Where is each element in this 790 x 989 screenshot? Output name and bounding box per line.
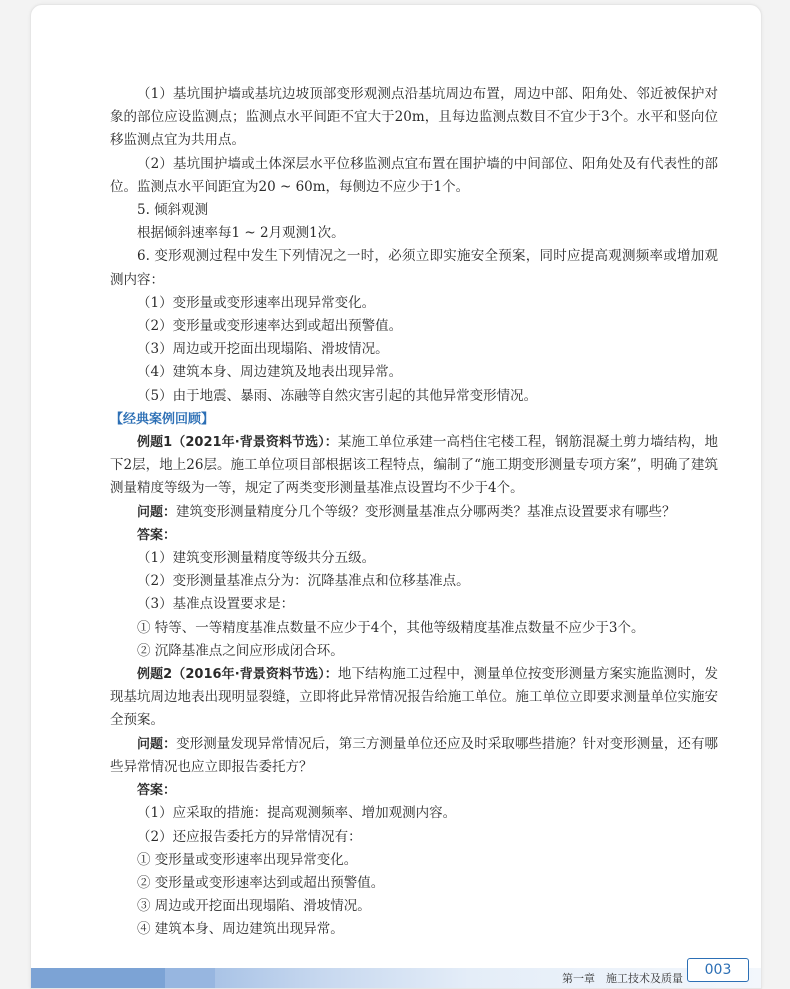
example1-label: 例题1（2021年·背景资料节选）： [137, 435, 338, 451]
section-heading: 5. 倾斜观测 [137, 202, 209, 219]
answer-item: ③ 周边或开挖面出现塌陷、滑坡情况。 [137, 898, 371, 915]
list-item: （1）变形量或变形速率出现异常变化。 [137, 294, 376, 311]
example1-answer-heading [110, 524, 718, 547]
document-page [30, 4, 762, 989]
question-label: 问题： [137, 736, 177, 752]
question-label: 问题： [137, 504, 177, 520]
answer-item: ② 变形量或变形速率达到或超出预警值。 [137, 874, 385, 891]
example2-text: 地下结构施工过程中，测量单位按变形测量方案实施监测时，发现基坑周边地表出现明显裂缝，立即将此异常情况报告给施工单位。施工单位立即要求测量单位实施安全预案。 [110, 666, 718, 729]
answer-item: （2）变形测量基准点分为：沉降基准点和位移基准点。 [137, 573, 470, 590]
answer-label: 答案： [137, 527, 177, 543]
answer-item: ① 特等、一等精度基准点数量不应少于4个，其他等级精度基准点数量不应少于3个。 [137, 619, 645, 636]
list-item: （2）变形量或变形速率达到或超出预警值。 [137, 318, 403, 335]
example2-label: 例题2（2016年·背景资料节选）： [137, 667, 338, 683]
paragraph: 根据倾斜速率每1 ~ 2月观测1次。 [137, 225, 345, 242]
list-item: （5）由于地震、暴雨、冻融等自然灾害引起的其他异常变形情况。 [137, 387, 538, 404]
page-number: 003 [687, 958, 749, 982]
question-text: 建筑变形测量精度分几个等级？变形测量基准点分哪两类？基准点设置要求有哪些？ [176, 503, 676, 520]
footer-accent-mid [165, 968, 215, 988]
page-content [110, 83, 718, 942]
example1-question [110, 501, 718, 524]
footer-accent-dark [31, 968, 165, 988]
paragraph: 6. 变形观测过程中发生下列情况之一时，必须立即实施安全预案，同时应提高观测频率或增加观测内容： [110, 248, 718, 288]
list-item: （3）周边或开挖面出现塌陷、滑坡情况。 [137, 341, 389, 358]
answer-item: （1）应采取的措施：提高观测频率、增加观测内容。 [137, 805, 457, 822]
answer-item: （1）建筑变形测量精度等级共分五级。 [137, 550, 376, 567]
paragraph: （1）基坑围护墙或基坑边坡顶部变形观测点沿基坑周边布置，周边中部、阳角处、邻近被保护对象的部位应设监测点；监测点水平间距不宜大于20m，且每边监测点数目不宜少于3个。水平和竖向位移监测点宜为共用点。 [110, 86, 718, 149]
example2-question [110, 733, 718, 779]
footer-bar [31, 968, 761, 988]
case-review-label: 【经典案例回顾】 [110, 411, 215, 427]
answer-item: （3）基准点设置要求是： [137, 596, 295, 613]
example1-text: 某施工单位承建一高档住宅楼工程，钢筋混凝土剪力墙结构，地下2层，地上26层。施工单位项目部根据该工程特点，编制了“施工期变形测量专项方案”，明确了建筑测量精度等级为一等，规定了两类变形测量基准点设置均不少于4个。 [110, 434, 718, 497]
example1-paragraph [110, 431, 718, 501]
question-text: 变形测量发现异常情况后，第三方测量单位还应及时采取哪些措施？针对变形测量，还有哪些异常情况也应立即报告委托方？ [110, 735, 718, 775]
answer-item: ② 沉降基准点之间应形成闭合环。 [137, 642, 344, 659]
answer-item: ① 变形量或变形速率出现异常变化。 [137, 851, 358, 868]
paragraph: （2）基坑围护墙或土体深层水平位移监测点宜布置在围护墙的中间部位、阳角处及有代表性的部位。监测点水平间距宜为20 ~ 60m，每侧边不应少于1个。 [110, 155, 718, 195]
case-review-heading [110, 408, 718, 431]
answer-item: ④ 建筑本身、周边建筑出现异常。 [137, 921, 344, 938]
answer-label: 答案： [137, 783, 177, 799]
example2-answer-heading [110, 779, 718, 802]
example2-paragraph [110, 663, 718, 733]
answer-item: （2）还应报告委托方的异常情况有： [137, 828, 362, 845]
list-item: （4）建筑本身、周边建筑及地表出现异常。 [137, 364, 403, 381]
chapter-title: 第一章 施工技术及质量 [562, 972, 683, 985]
